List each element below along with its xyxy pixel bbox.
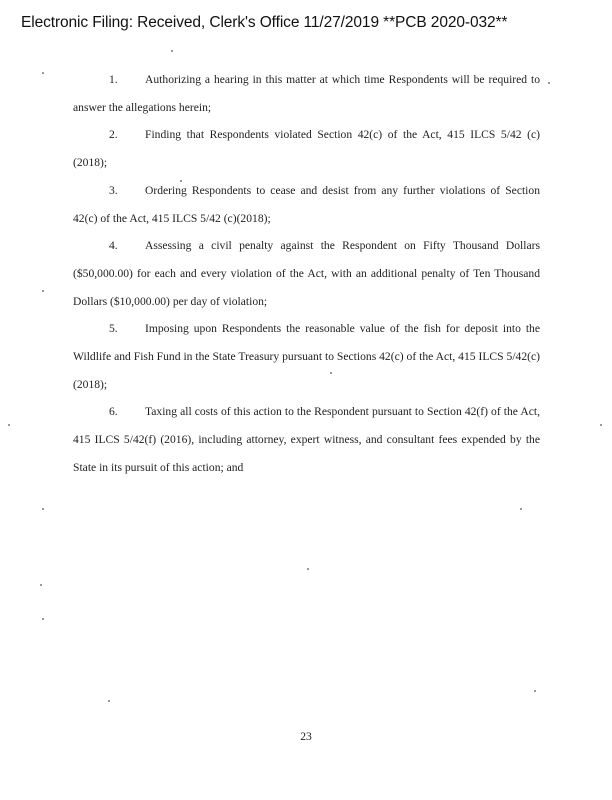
list-item: [73, 66, 540, 121]
prayer-for-relief-list: [73, 66, 540, 482]
list-item: [73, 232, 540, 315]
item-number: 5.: [109, 322, 118, 336]
list-item: [73, 315, 540, 398]
scan-speck: [42, 508, 44, 510]
item-number: 2.: [109, 128, 118, 142]
scan-speck: [548, 82, 550, 84]
item-number: 4.: [109, 239, 118, 253]
scan-speck: [171, 50, 173, 52]
item-text: Ordering Respondents to cease and desist from any further violations of Section 42(c) of the Act, 415 ILCS 5/42 (c)(2018);: [73, 183, 540, 225]
scan-speck: [42, 618, 44, 620]
item-text: Finding that Respondents violated Section 42(c) of the Act, 415 ILCS 5/42 (c)(2018);: [73, 128, 540, 170]
list-item: [73, 177, 540, 232]
item-text: Authorizing a hearing in this matter at which time Respondents will be required to answer the allegations herein;: [73, 73, 540, 114]
item-text: Imposing upon Respondents the reasonable value of the fish for deposit into the Wildlife and Fish Fund in the State Treasury pursuant to Sections 42(c) of the Act, 415 ILCS 5/42(c) (2018);: [73, 322, 540, 391]
item-text: Assessing a civil penalty against the Respondent on Fifty Thousand Dollars ($50,000.00) for each and every violation of the Act, with an additional penalty of Ten Thousand Dollars ($10,000.00) per day of violation;: [73, 239, 540, 308]
scan-speck: [330, 372, 332, 374]
scan-speck: [534, 690, 536, 692]
list-item: [73, 121, 540, 176]
scan-speck: [520, 508, 522, 510]
item-number: 1.: [109, 73, 118, 86]
scan-speck: [40, 584, 42, 586]
filing-stamp-header: Electronic Filing: Received, Clerk's Office 11/27/2019 **PCB 2020-032**: [21, 14, 508, 31]
scan-speck: [42, 290, 44, 292]
scan-speck: [42, 72, 44, 74]
item-number: 3.: [109, 183, 118, 197]
page-number: 23: [300, 730, 312, 743]
scan-speck: [600, 424, 602, 426]
scan-speck: [108, 700, 110, 702]
scan-speck: [307, 568, 309, 570]
item-number: 6.: [109, 405, 118, 419]
scan-speck: [8, 424, 10, 426]
list-item: [73, 398, 540, 481]
item-text: Taxing all costs of this action to the Respondent pursuant to Section 42(f) of the Act, 415 ILCS 5/42(f) (2016), including attorney, expert witness, and consultant fees expended by the State in its pursuit of this action; and: [73, 405, 540, 474]
scan-speck: [180, 180, 182, 182]
